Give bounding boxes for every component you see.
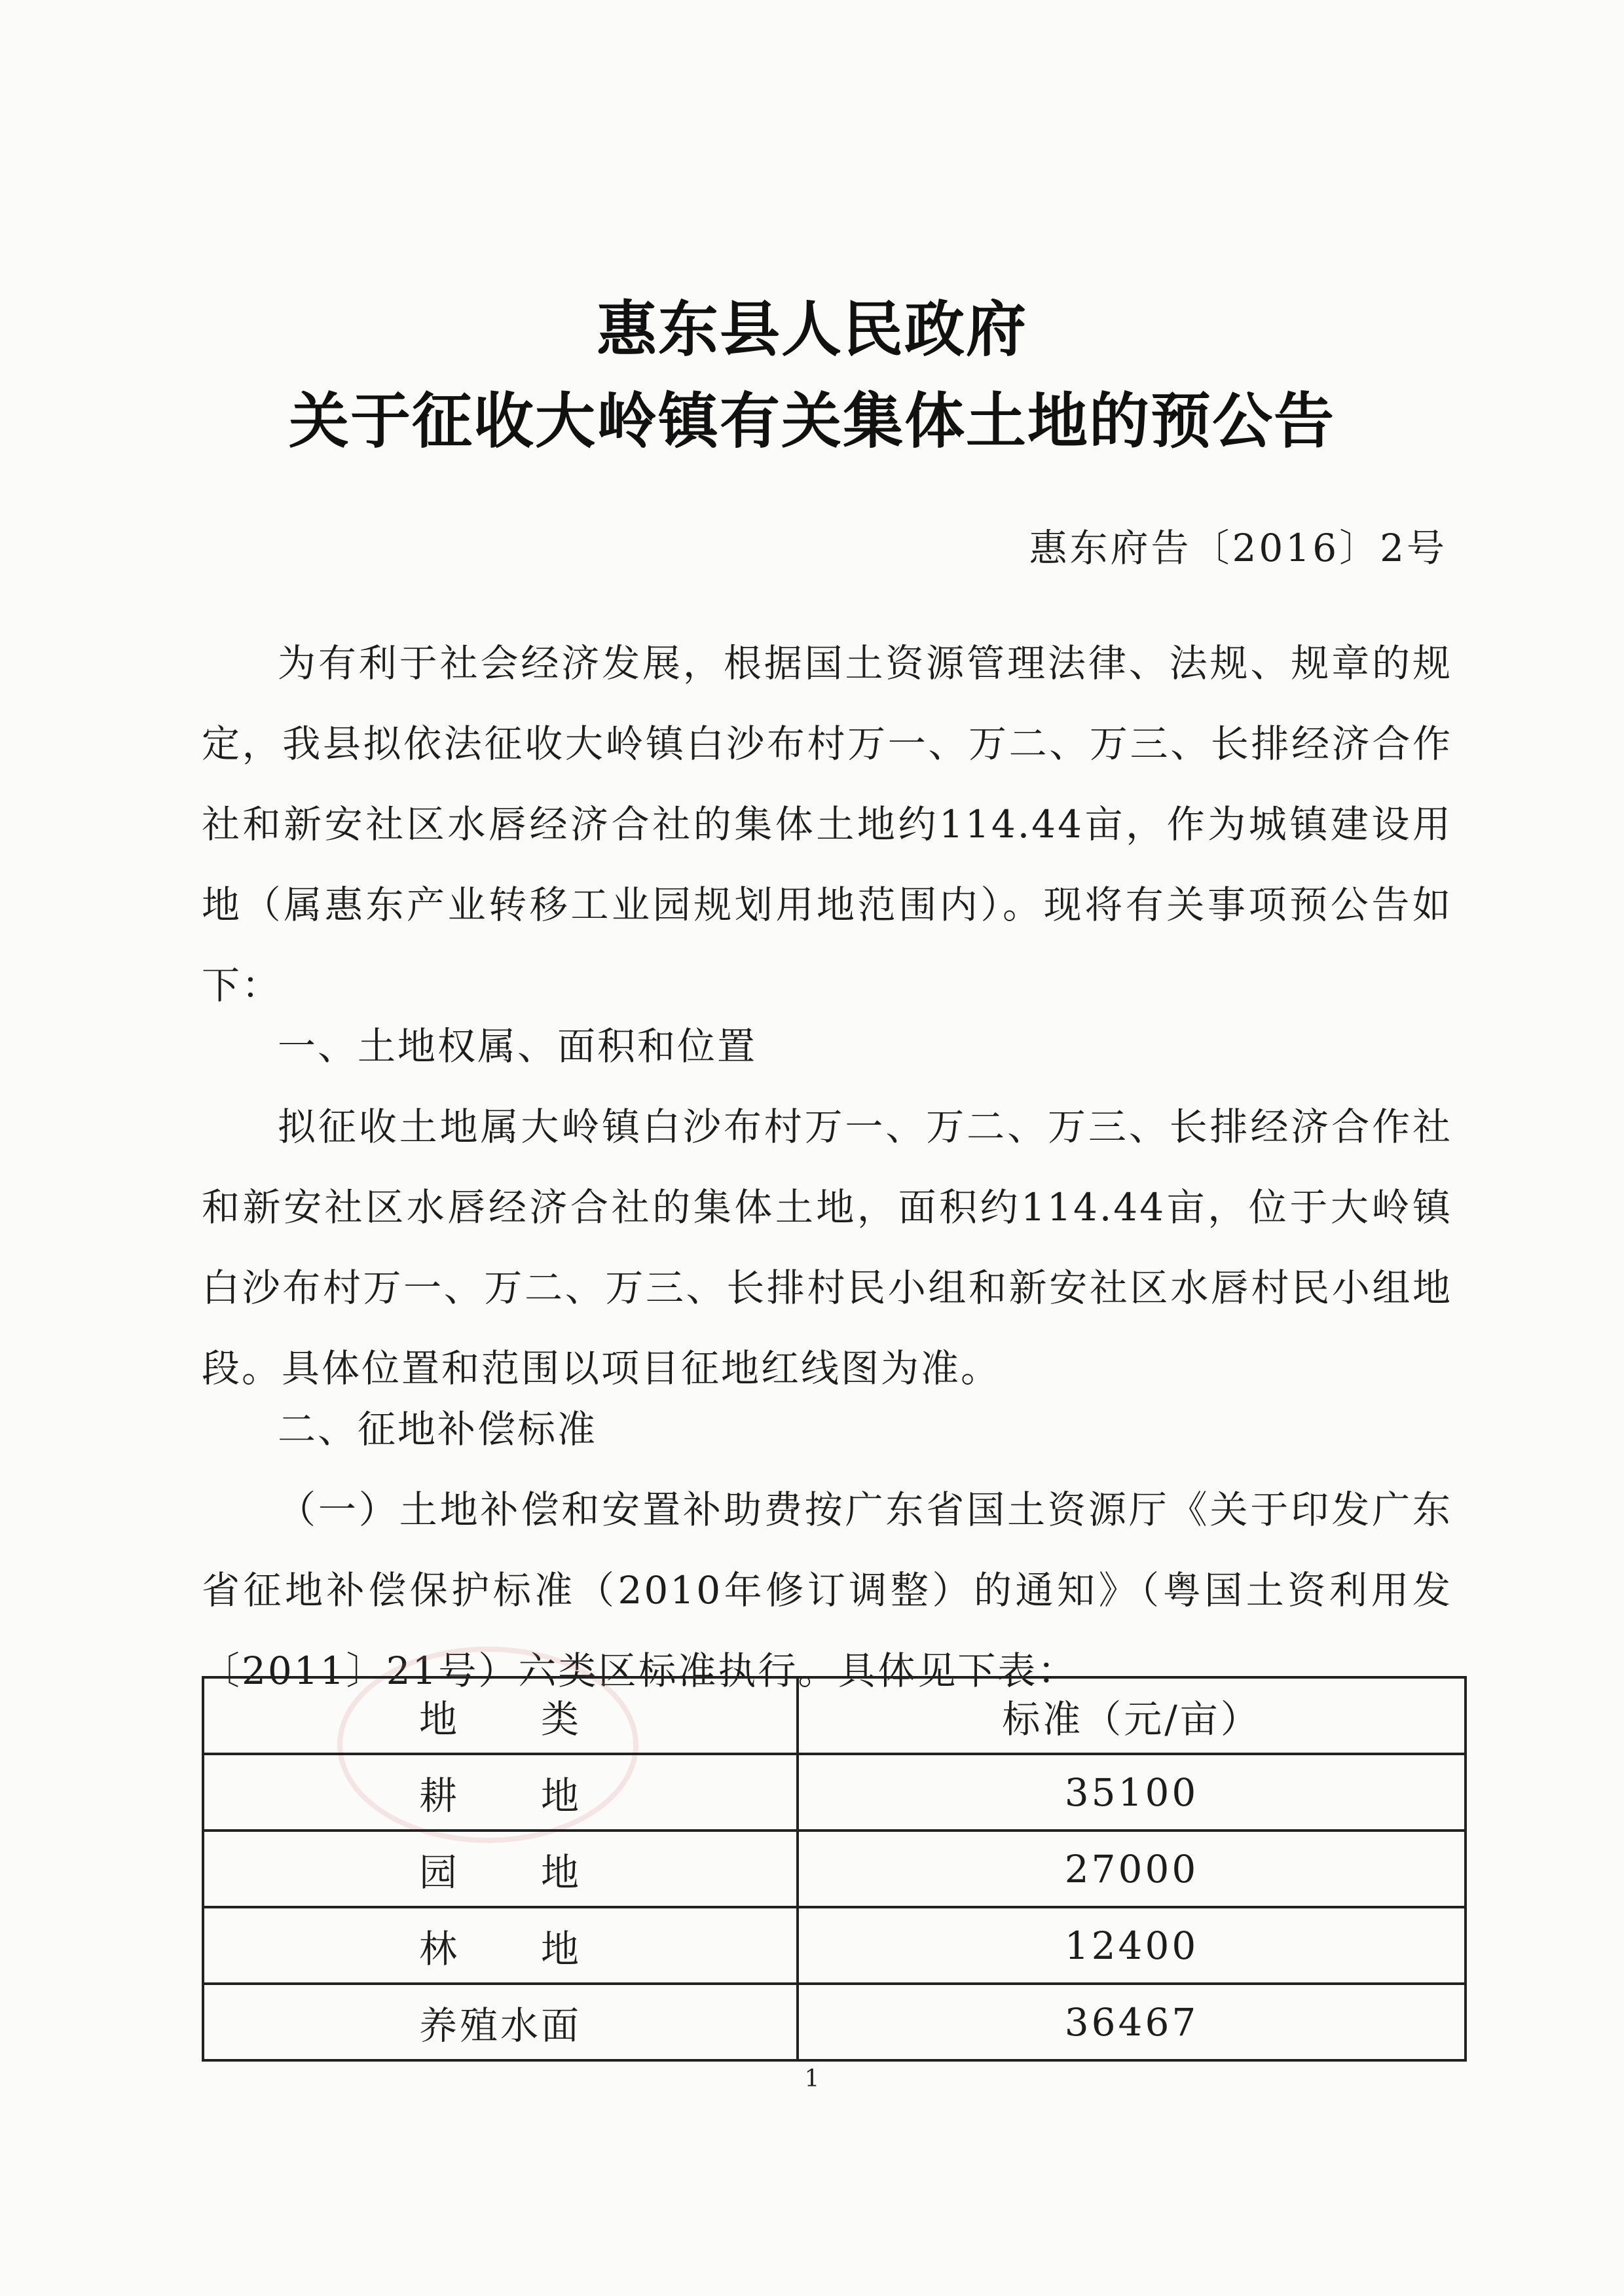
table-row [203, 1907, 1466, 1984]
table-row [203, 1984, 1466, 2060]
page-number: 1 [804, 2066, 820, 2092]
document-number: 惠东府告〔2016〕2号 [1029, 526, 1447, 570]
intro-paragraph: 为有利于社会经济发展，根据国土资源管理法律、法规、规章的规定，我县拟依法征收大岭镇白沙布村万一、万二、万三、长排经济合作社和新安社区水唇经济合社的集体土地约114.44亩，作为城镇建设用地（属惠东产业转移工业园规划用地范围内）。现将有关事项预公告如下： [202, 641, 1452, 1008]
table-row [203, 1754, 1466, 1831]
document-title-line1: 惠东县人民政府 [596, 295, 1027, 365]
section2-heading: 二、征地补偿标准 [278, 1407, 598, 1451]
section2-paragraph: （一）土地补偿和安置补助费按广东省国土资源厅《关于印发广东省征地补偿保护标准（2010年修订调整）的通知》（粤国土资利用发〔2011〕21号）六类区标准执行。具体见下表： [202, 1487, 1452, 1693]
header-land-type: 地 类 [203, 1677, 798, 1754]
compensation-standard-table [202, 1676, 1467, 2062]
standard-value-cell: 36467 [798, 1984, 1466, 2060]
land-type-cell: 养殖水面 [203, 1984, 798, 2060]
standard-value-cell: 12400 [798, 1907, 1466, 1984]
standard-value-cell: 35100 [798, 1754, 1466, 1831]
table-row [203, 1831, 1466, 1907]
table-header-row [203, 1677, 1466, 1754]
section1-heading: 一、土地权属、面积和位置 [278, 1024, 758, 1068]
land-type-cell: 园 地 [203, 1831, 798, 1907]
land-type-cell: 林 地 [203, 1907, 798, 1984]
standard-value-cell: 27000 [798, 1831, 1466, 1907]
land-type-cell: 耕 地 [203, 1754, 798, 1831]
section1-paragraph: 拟征收土地属大岭镇白沙布村万一、万二、万三、长排经济合作社和新安社区水唇经济合社的集体土地，面积约114.44亩，位于大岭镇白沙布村万一、万二、万三、长排村民小组和新安社区水唇村民小组地段。具体位置和范围以项目征地红线图为准。 [202, 1104, 1452, 1391]
header-standard: 标准（元/亩） [798, 1677, 1466, 1754]
document-title-line2: 关于征收大岭镇有关集体土地的预公告 [288, 386, 1335, 456]
